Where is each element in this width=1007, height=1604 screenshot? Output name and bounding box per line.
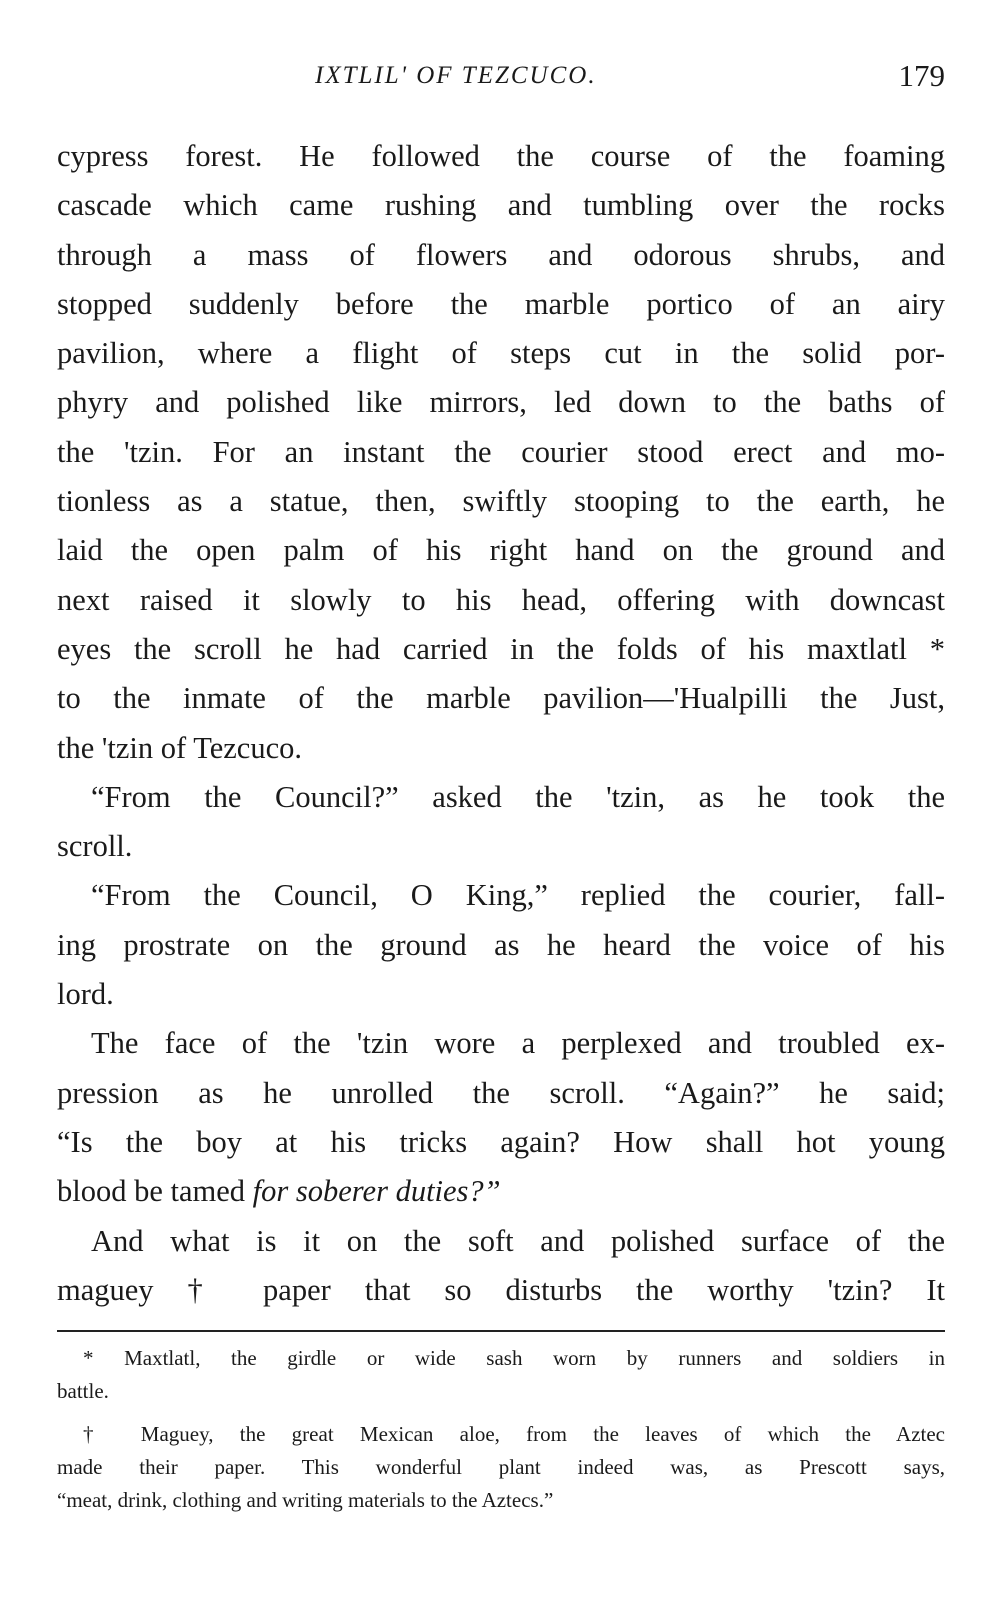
page-number: 179	[898, 58, 945, 93]
footnote-line: “meat, drink, clothing and writing materials to the Aztecs.”	[57, 1488, 554, 1512]
running-title: IXTLIL' OF TEZCUCO.	[315, 62, 597, 89]
text-line: laid the open palm of his right hand on the ground and	[57, 533, 945, 568]
page-header	[57, 58, 945, 102]
text-line: lord.	[57, 977, 114, 1012]
text-line: tionless as a statue, then, swiftly stooping to the earth, he	[57, 484, 945, 519]
text-line: stopped suddenly before the marble portico of an airy	[57, 286, 945, 321]
text-line: pavilion, where a flight of steps cut in the solid por-	[57, 336, 945, 371]
text-line: ing prostrate on the ground as he heard the voice of his	[57, 927, 945, 962]
text-line: next raised it slowly to his head, offering with downcast	[57, 582, 945, 617]
text-line: to the inmate of the marble pavilion—'Hualpilli the Just,	[57, 681, 945, 716]
text-line: through a mass of flowers and odorous shrubs, and	[57, 237, 945, 272]
text-line: And what is it on the soft and polished surface of the	[91, 1223, 945, 1258]
text-line: “From the Council, O King,” replied the courier, fall-	[91, 878, 945, 913]
text-line: phyry and polished like mirrors, led down to the baths of	[57, 385, 945, 420]
footnote-line: battle.	[57, 1379, 109, 1403]
text-line: the 'tzin of Tezcuco.	[57, 730, 302, 765]
footnote-divider	[57, 1330, 945, 1332]
text-line: eyes the scroll he had carried in the folds of his maxtlatl *	[57, 631, 945, 666]
text-line: cascade which came rushing and tumbling over the rocks	[57, 188, 945, 223]
text-line: maguey † paper that so disturbs the worthy 'tzin? It	[57, 1272, 945, 1307]
text-line: “From the Council?” asked the 'tzin, as he took the	[91, 779, 945, 814]
text-line: the 'tzin. For an instant the courier stood erect and mo-	[57, 434, 945, 469]
text-line: The face of the 'tzin wore a perplexed and troubled ex-	[91, 1026, 945, 1061]
text-fragment: blood be tamed	[57, 1174, 246, 1209]
text-line	[57, 1167, 945, 1216]
text-line: cypress forest. He followed the course of the foaming	[57, 139, 945, 173]
footnote-line: * Maxtlatl, the girdle or wide sash worn by runners and soldiers in	[83, 1346, 945, 1370]
footnote-spacer	[57, 1408, 945, 1418]
text-line: scroll.	[57, 829, 133, 864]
body-text	[57, 132, 945, 1315]
text-line: “Is the boy at his tricks again? How shall hot young	[57, 1124, 945, 1159]
italic-text-fragment: for soberer duties?”	[252, 1174, 501, 1209]
footnote-line: made their paper. This wonderful plant indeed was, as Prescott says,	[57, 1455, 945, 1479]
text-line: pression as he unrolled the scroll. “Again?” he said;	[57, 1075, 945, 1110]
footnote-line: † Maguey, the great Mexican aloe, from the leaves of which the Aztec	[83, 1422, 945, 1446]
footnotes	[57, 1342, 945, 1517]
